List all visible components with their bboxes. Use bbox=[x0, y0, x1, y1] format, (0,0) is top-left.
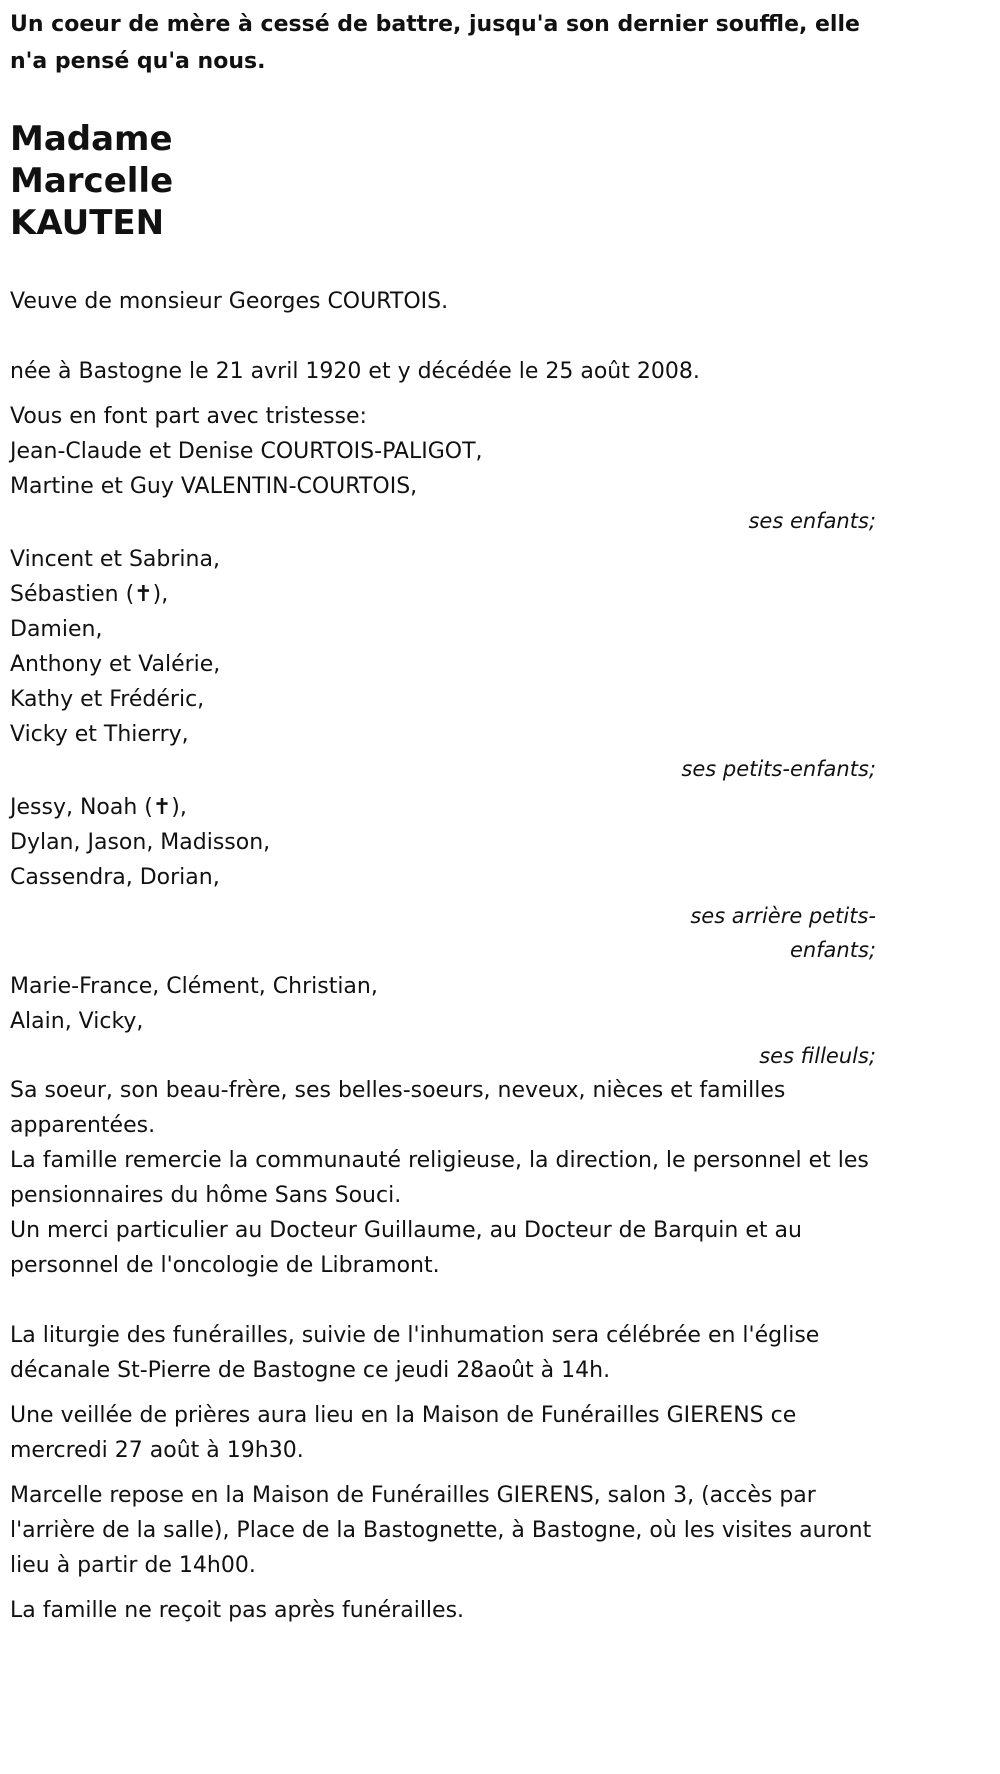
list-item: Vincent et Sabrina, bbox=[10, 547, 220, 572]
list-item: Sébastien (✝), bbox=[10, 582, 169, 607]
list-item: Kathy et Frédéric, bbox=[10, 687, 205, 712]
list-item: Jean-Claude et Denise COURTOIS-PALIGOT, bbox=[10, 439, 483, 464]
list-item: Alain, Vicky, bbox=[10, 1009, 144, 1034]
name-title: Madame bbox=[10, 119, 173, 159]
no-reception-line: La famille ne reçoit pas après funérailles. bbox=[10, 1598, 465, 1623]
list-item: Anthony et Valérie, bbox=[10, 652, 221, 677]
list-item: Martine et Guy VALENTIN-COURTOIS, bbox=[10, 474, 418, 499]
thanks-paragraph: La famille remercie la communauté religieuse, la direction, le personnel et les pensionnaires du hôme Sans Souci. bbox=[10, 1148, 869, 1208]
birth-death-line: née à Bastogne le 21 avril 1920 et y décédée le 25 août 2008. bbox=[10, 359, 700, 384]
godchildren-list bbox=[10, 969, 876, 1073]
children-list bbox=[10, 434, 876, 538]
intro-quote: Un coeur de mère à cessé de battre, jusqu'a son dernier souffle, elle n'a pensé qu'a nous. bbox=[10, 12, 860, 74]
doctors-thanks-paragraph: Un merci particulier au Docteur Guillaume, au Docteur de Barquin et au personnel de l'oncologie de Libramont. bbox=[10, 1218, 802, 1278]
list-item: Jessy, Noah (✝), bbox=[10, 795, 187, 820]
children-label: ses enfants; bbox=[748, 509, 876, 533]
vigil-paragraph: Une veillée de prières aura lieu en la Maison de Funérailles GIERENS ce mercredi 27 août à 19h30. bbox=[10, 1403, 797, 1463]
family-paragraph: Sa soeur, son beau-frère, ses belles-soeurs, neveux, nièces et familles apparentées. bbox=[10, 1078, 786, 1138]
announce-line: Vous en font part avec tristesse: bbox=[10, 404, 367, 429]
widow-line: Veuve de monsieur Georges COURTOIS. bbox=[10, 289, 449, 314]
name-first: Marcelle bbox=[10, 161, 174, 201]
list-item: Vicky et Thierry, bbox=[10, 722, 189, 747]
rest-paragraph: Marcelle repose en la Maison de Funérailles GIERENS, salon 3, (accès par l'arrière de la salle), Place de la Bastognette, à Bastogne, où les visites auront lieu à partir de 14h00. bbox=[10, 1483, 872, 1578]
name-last: KAUTEN bbox=[10, 203, 165, 243]
great-grandchildren-label: ses arrière petits- bbox=[690, 904, 876, 928]
liturgy-paragraph: La liturgie des funérailles, suivie de l'inhumation sera célébrée en l'église décanale St-Pierre de Bastogne ce jeudi 28août à 14h. bbox=[10, 1323, 820, 1383]
list-item: Marie-France, Clément, Christian, bbox=[10, 974, 378, 999]
godchildren-label: ses filleuls; bbox=[759, 1044, 876, 1068]
great-grandchildren-label-cont: enfants; bbox=[789, 938, 876, 962]
grandchildren-label: ses petits-enfants; bbox=[681, 757, 876, 781]
deceased-name bbox=[10, 118, 876, 244]
obituary-notice bbox=[10, 0, 876, 1628]
great-grandchildren-list bbox=[10, 790, 876, 967]
list-item: Damien, bbox=[10, 617, 103, 642]
list-item: Cassendra, Dorian, bbox=[10, 865, 220, 890]
grandchildren-list bbox=[10, 542, 876, 786]
list-item: Dylan, Jason, Madisson, bbox=[10, 830, 271, 855]
